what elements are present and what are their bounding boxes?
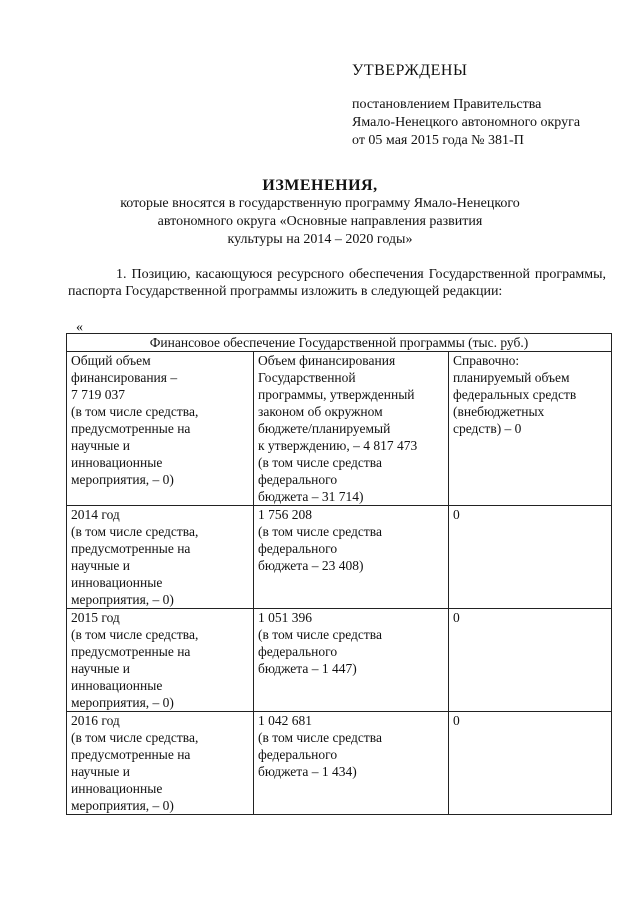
- cell-line: предусмотренные на: [71, 421, 191, 436]
- cell-line: Объем финансирования: [258, 353, 396, 368]
- cell-line: средств) – 0: [453, 421, 522, 436]
- table-cell: [67, 712, 254, 815]
- cell-line: бюджета – 1 434): [258, 764, 357, 779]
- cell-line: (в том числе средства: [258, 627, 382, 642]
- cell-line: финансирования –: [71, 370, 178, 385]
- subtitle-line: автономного округа «Основные направления развития: [157, 214, 483, 229]
- cell-line: мероприятия, – 0): [71, 695, 174, 710]
- table-cell: [449, 352, 612, 506]
- cell-line: инновационные: [71, 575, 163, 590]
- approval-line: от 05 мая 2015 года № 381-П: [352, 133, 524, 148]
- table-header-row: [67, 334, 612, 352]
- cell-line: бюджете/планируемый: [258, 421, 391, 436]
- cell-line: Государственной: [258, 370, 356, 385]
- cell-line: 0: [453, 507, 460, 522]
- cell-line: 2014 год: [71, 507, 120, 522]
- financing-table: [66, 333, 612, 815]
- subtitle-line: культуры на 2014 – 2020 годы»: [227, 232, 413, 247]
- cell-line: планируемый объем: [453, 370, 570, 385]
- cell-line: инновационные: [71, 678, 163, 693]
- cell-line: федерального: [258, 747, 338, 762]
- cell-line: к утверждению, – 4 817 473: [258, 438, 418, 453]
- cell-line: программы, утвержденный: [258, 387, 415, 402]
- cell-line: 1 042 681: [258, 713, 312, 728]
- table-cell: [449, 712, 612, 815]
- table-header: Финансовое обеспечение Государственной программы (тыс. руб.): [67, 334, 612, 352]
- table-cell: [67, 352, 254, 506]
- intro-text: 1. Позицию, касающуюся ресурсного обеспечения Государственной программы, паспорта Государственной программы изложить в следующей редакции:: [68, 267, 606, 299]
- cell-line: научные и: [71, 764, 130, 779]
- cell-line: федерального: [258, 472, 338, 487]
- cell-line: предусмотренные на: [71, 644, 191, 659]
- document-subtitle: [0, 195, 640, 249]
- table-row: [67, 712, 612, 815]
- cell-line: научные и: [71, 661, 130, 676]
- cell-line: Общий объем: [71, 353, 151, 368]
- table-cell: [67, 506, 254, 609]
- approval-line: постановлением Правительства: [352, 97, 542, 112]
- table-cell: [254, 712, 449, 815]
- cell-line: бюджета – 1 447): [258, 661, 357, 676]
- cell-line: (в том числе средства: [258, 524, 382, 539]
- cell-line: (в том числе средства: [258, 730, 382, 745]
- cell-line: инновационные: [71, 781, 163, 796]
- cell-line: 2016 год: [71, 713, 120, 728]
- approval-heading: УТВЕРЖДЕНЫ: [352, 62, 468, 79]
- cell-line: (в том числе средства,: [71, 404, 199, 419]
- cell-line: научные и: [71, 438, 130, 453]
- cell-line: Справочно:: [453, 353, 520, 368]
- cell-line: (внебюджетных: [453, 404, 545, 419]
- table-row: [67, 609, 612, 712]
- table-cell: [254, 609, 449, 712]
- subtitle-line: которые вносятся в государственную программу Ямало-Ненецкого: [120, 196, 520, 211]
- cell-line: (в том числе средства,: [71, 730, 199, 745]
- cell-line: мероприятия, – 0): [71, 798, 174, 813]
- cell-line: научные и: [71, 558, 130, 573]
- cell-line: 1 051 396: [258, 610, 312, 625]
- cell-line: 2015 год: [71, 610, 120, 625]
- table-row: [67, 352, 612, 506]
- cell-line: (в том числе средства: [258, 455, 382, 470]
- cell-line: мероприятия, – 0): [71, 472, 174, 487]
- open-quote: «: [76, 320, 83, 335]
- table-cell: [254, 352, 449, 506]
- approval-block: [352, 62, 580, 150]
- table-cell: [449, 506, 612, 609]
- cell-line: предусмотренные на: [71, 747, 191, 762]
- cell-line: предусмотренные на: [71, 541, 191, 556]
- cell-line: бюджета – 23 408): [258, 558, 364, 573]
- intro-paragraph: [68, 266, 606, 300]
- cell-line: 7 719 037: [71, 387, 125, 402]
- table-cell: [67, 609, 254, 712]
- cell-line: мероприятия, – 0): [71, 592, 174, 607]
- cell-line: (в том числе средства,: [71, 524, 199, 539]
- cell-line: федерального: [258, 644, 338, 659]
- document-title: ИЗМЕНЕНИЯ,: [262, 177, 378, 194]
- cell-line: 0: [453, 610, 460, 625]
- cell-line: (в том числе средства,: [71, 627, 199, 642]
- cell-line: бюджета – 31 714): [258, 489, 364, 504]
- cell-line: 0: [453, 713, 460, 728]
- cell-line: федеральных средств: [453, 387, 577, 402]
- table-cell: [254, 506, 449, 609]
- cell-line: 1 756 208: [258, 507, 312, 522]
- cell-line: инновационные: [71, 455, 163, 470]
- table-cell: [449, 609, 612, 712]
- approval-line: Ямало-Ненецкого автономного округа: [352, 115, 581, 130]
- cell-line: законом об окружном: [258, 404, 383, 419]
- table-row: [67, 506, 612, 609]
- cell-line: федерального: [258, 541, 338, 556]
